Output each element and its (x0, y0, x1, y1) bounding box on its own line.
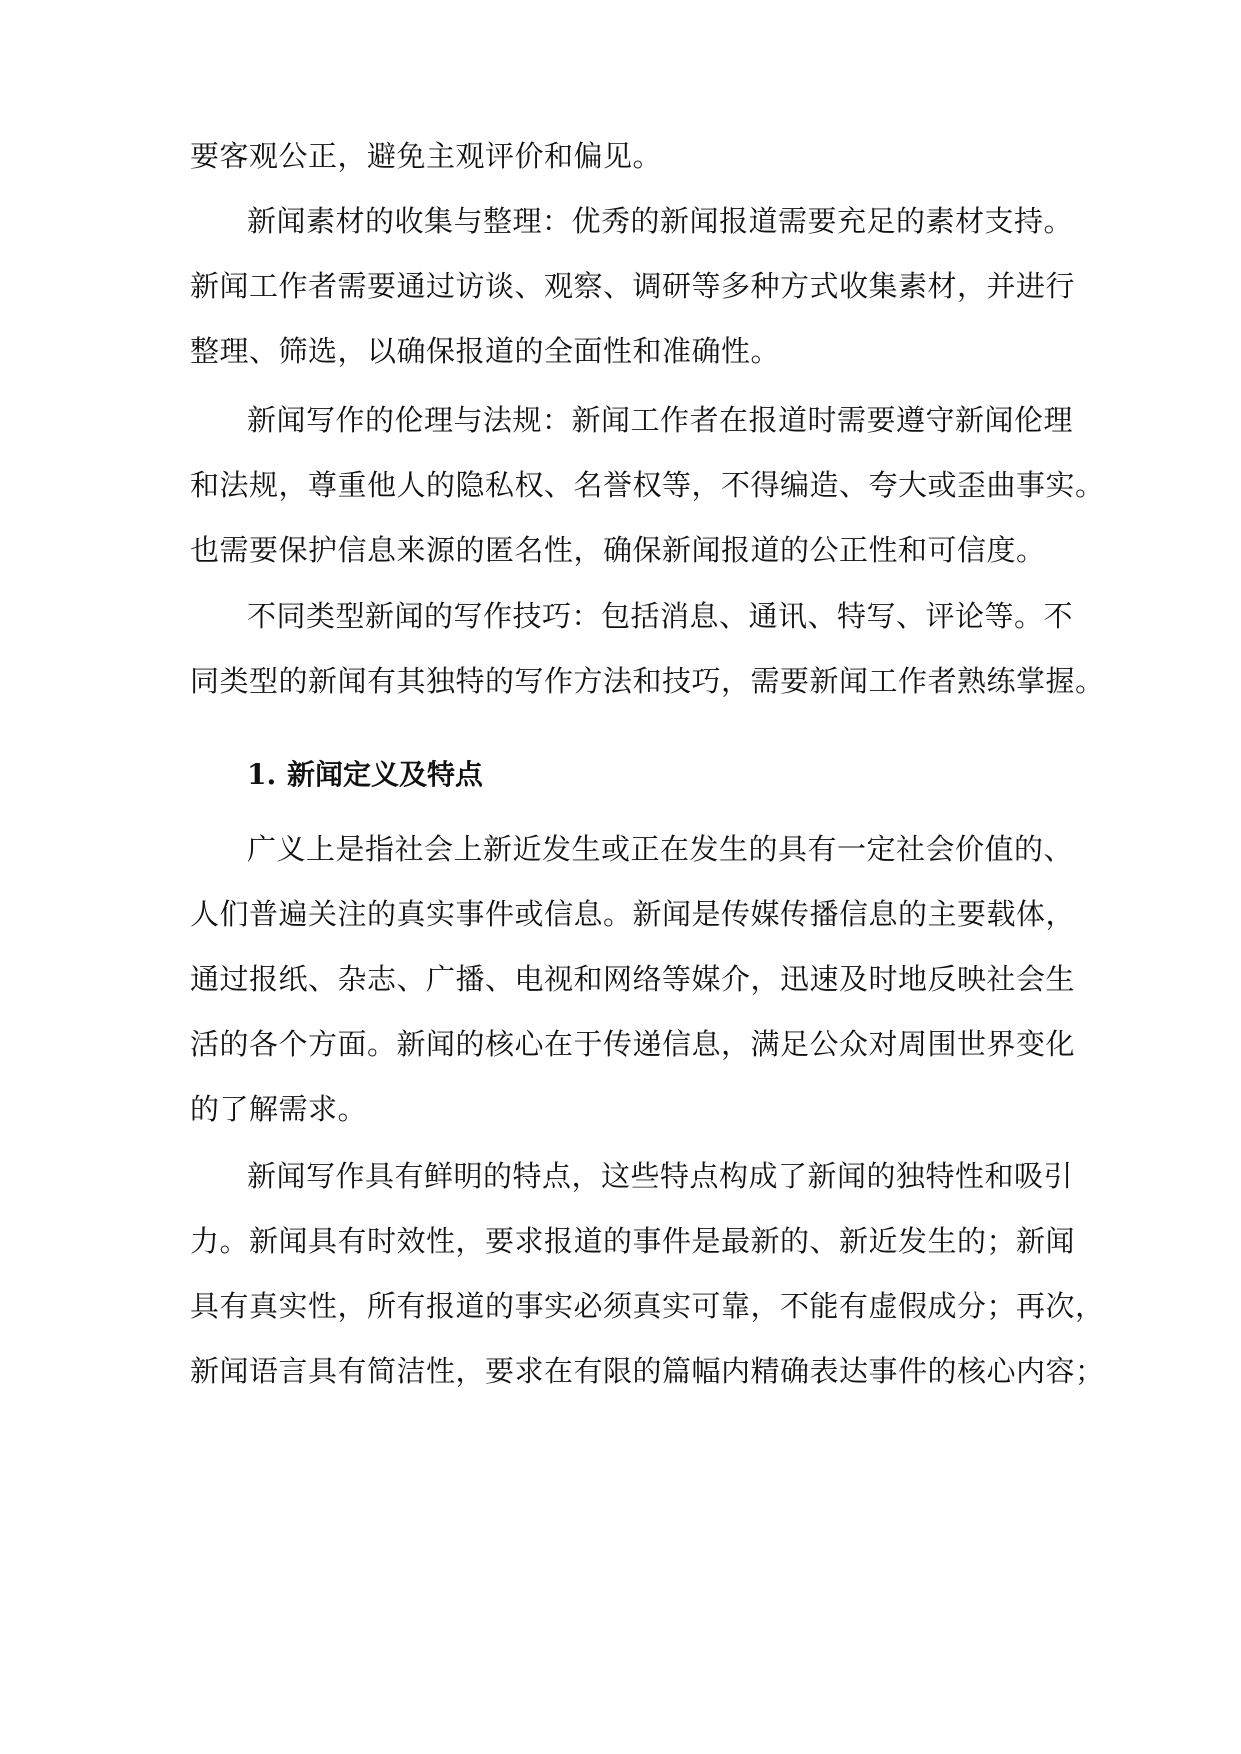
section-heading (247, 755, 483, 795)
paragraph-line: 要客观公正，避免主观评价和偏见。 (190, 139, 663, 173)
paragraph-line: 新闻写作的伦理与法规：新闻工作者在报道时需要遵守新闻伦理 (247, 403, 1074, 437)
paragraph-line: 具有真实性，所有报道的事实必须真实可靠，不能有虚假成分；再次， (190, 1289, 1105, 1323)
paragraph-line: 人们普遍关注的真实事件或信息。新闻是传媒传播信息的主要载体， (190, 897, 1076, 931)
paragraph-line: 同类型的新闻有其独特的写作方法和技巧，需要新闻工作者熟练掌握。 (190, 664, 1105, 698)
paragraph-line: 的了解需求。 (190, 1092, 368, 1126)
paragraph-line: 新闻写作具有鲜明的特点，这些特点构成了新闻的独特性和吸引 (247, 1159, 1074, 1193)
paragraph-line: 广义上是指社会上新近发生或正在发生的具有一定社会价值的、 (247, 832, 1074, 866)
paragraph-line: 活的各个方面。新闻的核心在于传递信息，满足公众对周围世界变化 (190, 1027, 1076, 1061)
section-heading-number: 1. (247, 758, 277, 791)
paragraph-line: 通过报纸、杂志、广播、电视和网络等媒介，迅速及时地反映社会生 (190, 962, 1076, 996)
paragraph-line: 和法规，尊重他人的隐私权、名誉权等，不得编造、夸大或歪曲事实。 (190, 468, 1105, 502)
paragraph-line: 新闻工作者需要通过访谈、观察、调研等多种方式收集素材，并进行 (190, 269, 1076, 303)
paragraph-line: 新闻语言具有简洁性，要求在有限的篇幅内精确表达事件的核心内容； (190, 1354, 1105, 1388)
section-heading-title: 新闻定义及特点 (287, 758, 484, 791)
paragraph-line: 力。新闻具有时效性，要求报道的事件是最新的、新近发生的；新闻 (190, 1224, 1076, 1258)
paragraph-line: 不同类型新闻的写作技巧：包括消息、通讯、特写、评论等。不 (247, 599, 1074, 633)
paragraph-line: 整理、筛选，以确保报道的全面性和准确性。 (190, 334, 781, 368)
paragraph-line: 也需要保护信息来源的匿名性，确保新闻报道的公正性和可信度。 (190, 533, 1046, 567)
paragraph-line: 新闻素材的收集与整理：优秀的新闻报道需要充足的素材支持。 (247, 204, 1074, 238)
